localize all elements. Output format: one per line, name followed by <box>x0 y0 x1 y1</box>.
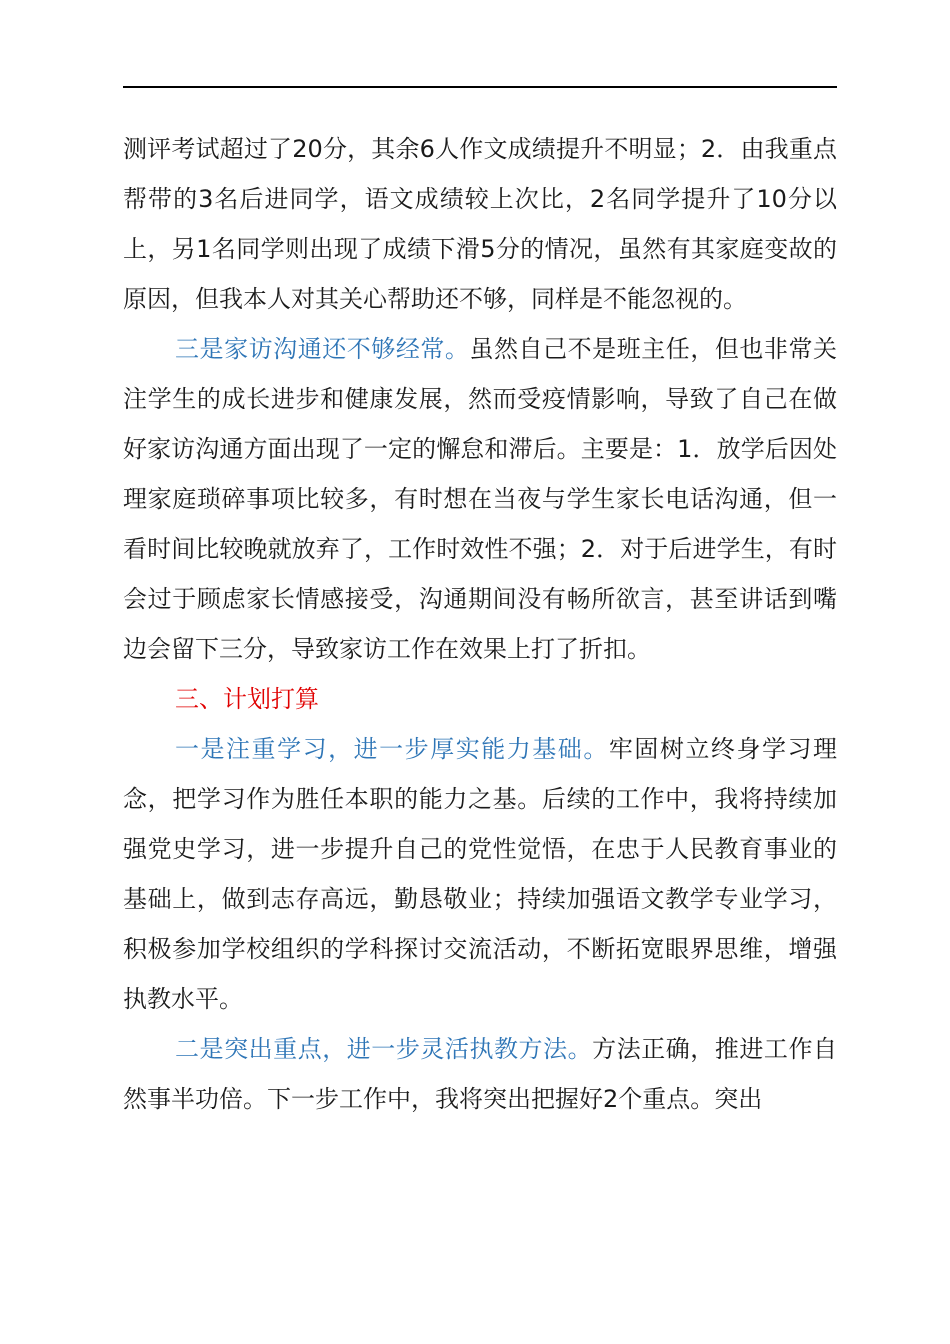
paragraph-text: 牢固树立终身学习理念，把学习作为胜任本职的能力之基。后续的工作中，我将持续加强党史学习，进一步提升自己的党性觉悟，在忠于人民教育事业的基础上，做到志存高远，勤恳敬业；持续加强语文教学专业学习，积极参加学校组织的学科探讨交流活动，不断拓宽眼界思维，增强执教水平。 <box>123 735 838 1013</box>
section-heading: 三、计划打算 <box>175 685 319 713</box>
paragraph-focus <box>123 1024 837 1124</box>
paragraph-heading: 三是家访沟通还不够经常。 <box>175 335 470 363</box>
paragraph-text: 方法正确，推进工作自然事半功倍。下一步工作中，我将突出把握好2个重点。突出 <box>123 1035 838 1113</box>
paragraph-study <box>123 724 837 1024</box>
paragraph-heading: 一是注重学习，进一步厚实能力基础。 <box>175 735 609 763</box>
paragraph-home-visit <box>123 324 837 674</box>
paragraph-heading: 二是突出重点，进一步灵活执教方法。 <box>175 1035 593 1063</box>
paragraph-continuation: 测评考试超过了20分，其余6人作文成绩提升不明显；2．由我重点帮带的3名后进同学，语文成绩较上次比，2名同学提升了10分以上，另1名同学则出现了成绩下滑5分的情况，虽然有其家庭变故的原因，但我本人对其关心帮助还不够，同样是不能忽视的。 <box>123 135 837 313</box>
document-body <box>123 124 837 1124</box>
header-rule <box>123 86 837 88</box>
paragraph-text: 虽然自己不是班主任，但也非常关注学生的成长进步和健康发展，然而受疫情影响，导致了自己在做好家访沟通方面出现了一定的懈怠和滞后。主要是：1．放学后因处理家庭琐碎事项比较多，有时想在当夜与学生家长电话沟通，但一看时间比较晚就放弃了，工作时效性不强；2．对于后进学生，有时会过于顾虑家长情感接受，沟通期间没有畅所欲言，甚至讲话到嘴边会留下三分，导致家访工作在效果上打了折扣。 <box>123 335 838 663</box>
